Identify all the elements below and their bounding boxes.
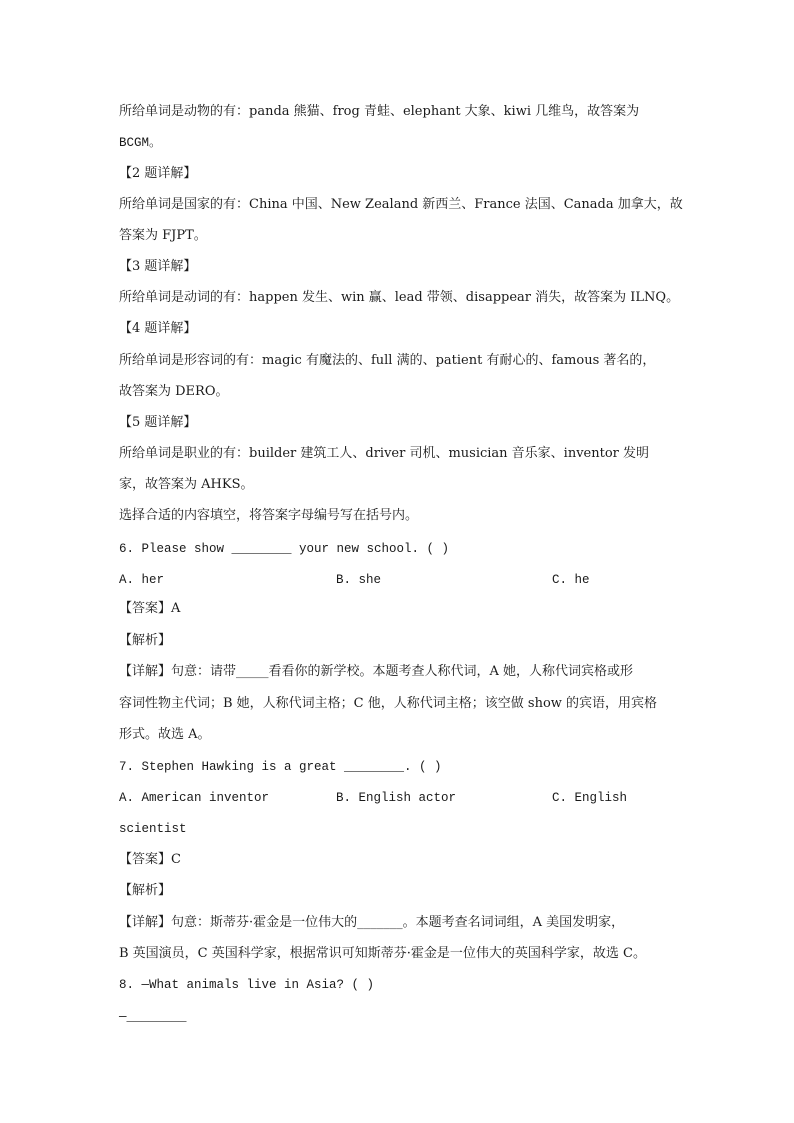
q7-analysis-heading: 【解析】 [119, 883, 172, 898]
q7-answer: 【答案】C [119, 852, 181, 867]
q2-heading: 【2 题详解】 [119, 166, 197, 181]
q1-explanation-line-1: 所给单词是动物的有：panda 熊猫、frog 青蛙、elephant 大象、kiwi 几维鸟，故答案为 [119, 104, 640, 119]
q6-analysis-heading: 【解析】 [119, 633, 172, 648]
q5-heading: 【5 题详解】 [119, 415, 197, 430]
q6-option-c: C. he [552, 573, 590, 587]
q7-detail-line-1: 【详解】句意：斯蒂芬·霍金是一位伟大的_______。本题考查名词词组，A 美国发明家， [119, 915, 625, 930]
section-instruction: 选择合适的内容填空，将答案字母编号写在括号内。 [119, 508, 419, 523]
q4-explanation-line-2: 故答案为 DERO。 [119, 384, 229, 399]
q7-option-c: C. English [552, 791, 628, 805]
q2-explanation-line-2: 答案为 FJPT。 [119, 228, 207, 243]
q6-answer: 【答案】A [119, 601, 181, 616]
q6-stem: 6. Please show ________ your new school. ( ) [119, 542, 450, 556]
q8-stem: 8. —What animals live in Asia? ( ) [119, 978, 375, 992]
q1-explanation-line-2: BCGM。 [119, 136, 162, 150]
q6-option-a: A. her [119, 573, 165, 587]
q6-option-b: B. she [336, 573, 382, 587]
q6-detail-line-3: 形式。故选 A。 [119, 727, 211, 742]
q7-detail-line-2: B 英国演员，C 英国科学家，根据常识可知斯蒂芬·霍金是一位伟大的英国科学家，故选 C。 [119, 946, 646, 961]
q7-stem: 7. Stephen Hawking is a great ________. ( ) [119, 760, 442, 774]
q4-explanation-line-1: 所给单词是形容词的有：magic 有魔法的、full 满的、patient 有耐心的、famous 著名的， [119, 353, 656, 368]
q7-option-a: A. American inventor [119, 791, 270, 805]
q5-explanation-line-1: 所给单词是职业的有：builder 建筑工人、driver 司机、musician 音乐家、inventor 发明 [119, 446, 650, 461]
q2-explanation-line-1: 所给单词是国家的有：China 中国、New Zealand 新西兰、France 法国、Canada 加拿大，故 [119, 197, 683, 212]
q7-option-c-continued: scientist [119, 822, 187, 836]
q4-heading: 【4 题详解】 [119, 321, 197, 336]
q3-heading: 【3 题详解】 [119, 259, 197, 274]
q5-explanation-line-2: 家，故答案为 AHKS。 [119, 477, 254, 492]
q3-explanation-line-1: 所给单词是动词的有：happen 发生、win 赢、lead 带领、disappear 消失，故答案为 ILNQ。 [119, 290, 680, 305]
q7-option-b: B. English actor [336, 791, 457, 805]
q8-reply-blank: —________ [119, 1010, 187, 1024]
q6-detail-line-1: 【详解】句意：请带_____看看你的新学校。本题考查人称代词，A 她，人称代词宾格或形 [119, 664, 634, 679]
q6-detail-line-2: 容词性物主代词；B 她，人称代词主格；C 他，人称代词主格；该空做 show 的宾语，用宾格 [119, 696, 658, 711]
